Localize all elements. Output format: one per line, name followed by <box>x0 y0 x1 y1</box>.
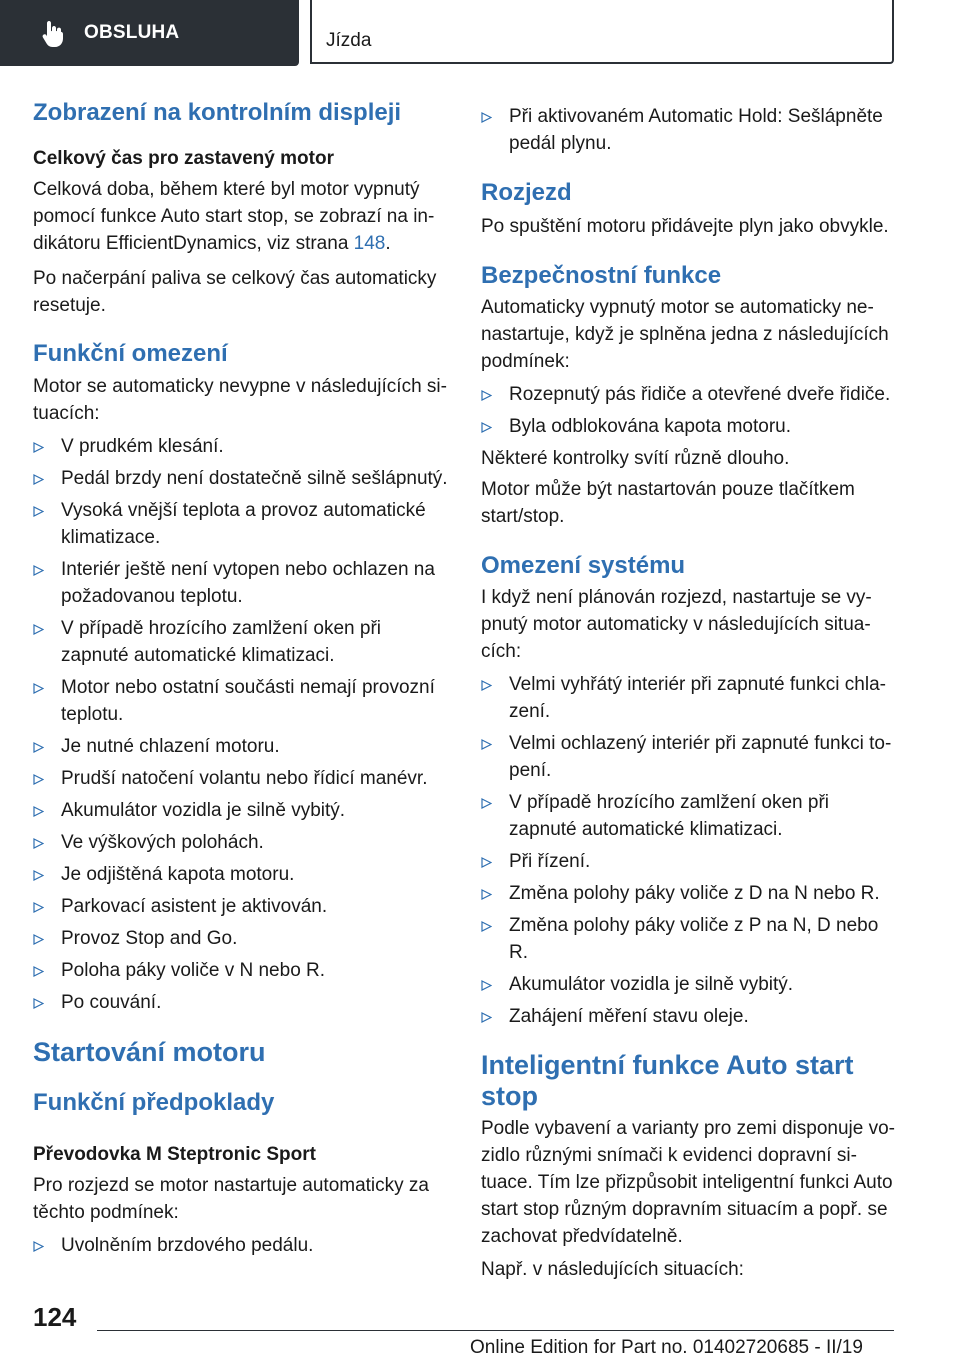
list-item-text: Rozepnutý pás řidiče a otevřené dveře řidiče. <box>509 384 891 405</box>
list-item <box>481 381 901 408</box>
list-item-text: Prudší natočení volantu nebo řídicí manévr. <box>61 768 428 789</box>
list-item <box>481 413 901 440</box>
list-item <box>481 789 901 843</box>
list-item-text: Při řízení. <box>509 851 591 872</box>
triangle-bullet-icon <box>33 565 44 576</box>
list-item-text: Uvolněním brzdového pedálu. <box>61 1235 314 1256</box>
triangle-bullet-icon <box>481 112 492 123</box>
triangle-bullet-icon <box>33 474 44 485</box>
list-item <box>481 671 901 725</box>
triangle-bullet-icon <box>33 506 44 517</box>
list-item-text: Vysoká vnější teplota a provoz automatické klimatizace. <box>61 500 426 548</box>
paragraph-system: I když není plánován rozjezd, nastartuje se vy-pnutý motor automaticky v následujících situa-cích: <box>481 587 872 662</box>
chapter-label: Jízda <box>326 30 372 51</box>
paragraph-reset: Po načerpání paliva se celkový čas automaticky resetuje. <box>33 268 437 316</box>
list-item-text: Interiér ještě není vytopen nebo ochlazen na požadovanou teplotu. <box>61 559 435 607</box>
paragraph-total-time: Celková doba, během které byl motor vypnutý pomocí funkce Auto start stop, se zobrazí na in-dikátoru EfficientDynamics, viz strana 148. <box>33 179 435 254</box>
list-item-text: Velmi vyhřátý interiér při zapnuté funkci chla-zení. <box>509 674 886 722</box>
list-item-text: Změna polohy páky voliče z D na N nebo R. <box>509 883 880 904</box>
paragraph-limits: Motor se automaticky nevypne v následujících si-tuacích: <box>33 376 447 424</box>
list-item <box>33 497 453 551</box>
section-tab <box>0 0 299 66</box>
section-label: OBSLUHA <box>84 22 180 43</box>
heading-smart: Inteligentní funkce Auto start stop <box>481 1050 854 1111</box>
paragraph-example: Např. v následujících situacích: <box>481 1259 744 1280</box>
page-footer <box>0 1290 960 1362</box>
list-item-text: V případě hrozícího zamlžení oken při zapnuté automatické klimatizaci. <box>509 792 830 840</box>
list-item <box>33 465 453 492</box>
list-item-text: V případě hrozícího zamlžení oken při zapnuté automatické klimatizaci. <box>61 618 382 666</box>
triangle-bullet-icon <box>33 774 44 785</box>
triangle-bullet-icon <box>481 889 492 900</box>
heading-total-time: Celkový čas pro zastavený motor <box>33 148 334 169</box>
list-item <box>33 556 453 610</box>
list-item <box>481 730 901 784</box>
triangle-bullet-icon <box>33 838 44 849</box>
heading-safety: Bezpečnostní funkce <box>481 262 722 289</box>
heading-start: Startování motoru <box>33 1037 266 1067</box>
list-item <box>33 1232 453 1259</box>
list-item-text: Je odjištěná kapota motoru. <box>61 864 295 885</box>
list-item-text: Akumulátor vozidla je silně vybitý. <box>509 974 794 995</box>
right-column <box>481 103 901 1283</box>
triangle-bullet-icon <box>33 934 44 945</box>
list-item-text: Pedál brzdy není dostatečně silně sešlápnutý. <box>61 468 448 489</box>
list-item-text: Ve výškových polohách. <box>61 832 264 853</box>
limits-list <box>33 433 453 1016</box>
list-item-text: Je nutné chlazení motoru. <box>61 736 280 757</box>
paragraph-drive: Po spuštění motoru přidávejte plyn jako obvykle. <box>481 216 889 237</box>
triangle-bullet-icon <box>33 870 44 881</box>
heading-gearbox: Převodovka M Steptronic Sport <box>33 1144 316 1165</box>
edition-text: Online Edition for Part no. 01402720685 - II/19 <box>470 1337 863 1358</box>
triangle-bullet-icon <box>33 442 44 453</box>
list-item <box>481 848 901 875</box>
list-item <box>481 971 901 998</box>
list-item-text: Po couvání. <box>61 992 162 1013</box>
list-item-text: Zahájení měření stavu oleje. <box>509 1006 749 1027</box>
triangle-bullet-icon <box>33 624 44 635</box>
triangle-bullet-icon <box>33 806 44 817</box>
list-item <box>33 957 453 984</box>
list-item-text: Motor nebo ostatní součásti nemají provozní teplotu. <box>61 677 435 725</box>
triangle-bullet-icon <box>481 680 492 691</box>
heading-limits: Funkční omezení <box>33 340 228 367</box>
list-item-text: Byla odblokována kapota motoru. <box>509 416 792 437</box>
list-item <box>33 829 453 856</box>
system-list <box>481 671 901 1030</box>
list-item-text: Parkovací asistent je aktivován. <box>61 896 328 917</box>
triangle-bullet-icon <box>481 739 492 750</box>
triangle-bullet-icon <box>33 902 44 913</box>
hold-list <box>481 103 901 157</box>
hand-pointer-icon <box>38 18 68 48</box>
list-item <box>33 893 453 920</box>
list-item-text: Velmi ochlazený interiér při zapnuté funkci to-pení. <box>509 733 892 781</box>
paragraph-gearbox: Pro rozjezd se motor nastartuje automaticky za těchto podmínek: <box>33 1175 430 1223</box>
list-item <box>481 912 901 966</box>
heading-drive: Rozjezd <box>481 179 572 206</box>
list-item <box>481 103 901 157</box>
triangle-bullet-icon <box>33 683 44 694</box>
paragraph-lamps: Některé kontrolky svítí různě dlouho. <box>481 448 790 469</box>
list-item <box>33 989 453 1016</box>
list-item <box>481 1003 901 1030</box>
list-item-text: Při aktivovaném Automatic Hold: Sešlápněte pedál plynu. <box>509 106 883 154</box>
list-item <box>33 433 453 460</box>
list-item <box>33 861 453 888</box>
list-item-text: Akumulátor vozidla je silně vybitý. <box>61 800 346 821</box>
chapter-tab <box>310 0 894 64</box>
triangle-bullet-icon <box>33 742 44 753</box>
list-item-text: Poloha páky voliče v N nebo R. <box>61 960 326 981</box>
triangle-bullet-icon <box>33 998 44 1009</box>
page-link[interactable]: 148 <box>353 233 386 254</box>
page-header <box>0 0 960 66</box>
left-column <box>33 98 453 1264</box>
triangle-bullet-icon <box>33 1241 44 1252</box>
triangle-bullet-icon <box>481 422 492 433</box>
list-item-text: V prudkém klesání. <box>61 436 224 457</box>
list-item <box>33 797 453 824</box>
page-number: 124 <box>33 1302 77 1332</box>
triangle-bullet-icon <box>481 1012 492 1023</box>
footer-rule <box>97 1330 894 1331</box>
list-item <box>33 765 453 792</box>
heading-system: Omezení systému <box>481 552 686 579</box>
triangle-bullet-icon <box>481 980 492 991</box>
list-item <box>33 733 453 760</box>
list-item <box>481 880 901 907</box>
paragraph-button: Motor může být nastartován pouze tlačítkem start/stop. <box>481 479 855 527</box>
list-item <box>33 925 453 952</box>
heading-prereq: Funkční předpoklady <box>33 1089 275 1116</box>
triangle-bullet-icon <box>481 390 492 401</box>
triangle-bullet-icon <box>481 857 492 868</box>
paragraph-smart: Podle vybavení a varianty pro zemi disponuje vo-zidlo různými snímači k evidenci dopravní si-tuace. Tím lze přizpůsobit inteligentní funkci Auto start stop různým dopravním situacím a popř. se zachovat předvídatelně. <box>481 1118 896 1247</box>
list-item-text: Změna polohy páky voliče z P na N, D nebo R. <box>509 915 879 963</box>
list-item-text: Provoz Stop and Go. <box>61 928 238 949</box>
triangle-bullet-icon <box>33 966 44 977</box>
list-item <box>33 674 453 728</box>
triangle-bullet-icon <box>481 921 492 932</box>
gearbox-list <box>33 1232 453 1259</box>
triangle-bullet-icon <box>481 798 492 809</box>
heading-display: Zobrazení na kontrolním displeji <box>33 99 402 126</box>
paragraph-safety: Automaticky vypnutý motor se automaticky ne-nastartuje, když je splněna jedna z následujících podmínek: <box>481 297 889 372</box>
list-item <box>33 615 453 669</box>
safety-list <box>481 381 901 440</box>
